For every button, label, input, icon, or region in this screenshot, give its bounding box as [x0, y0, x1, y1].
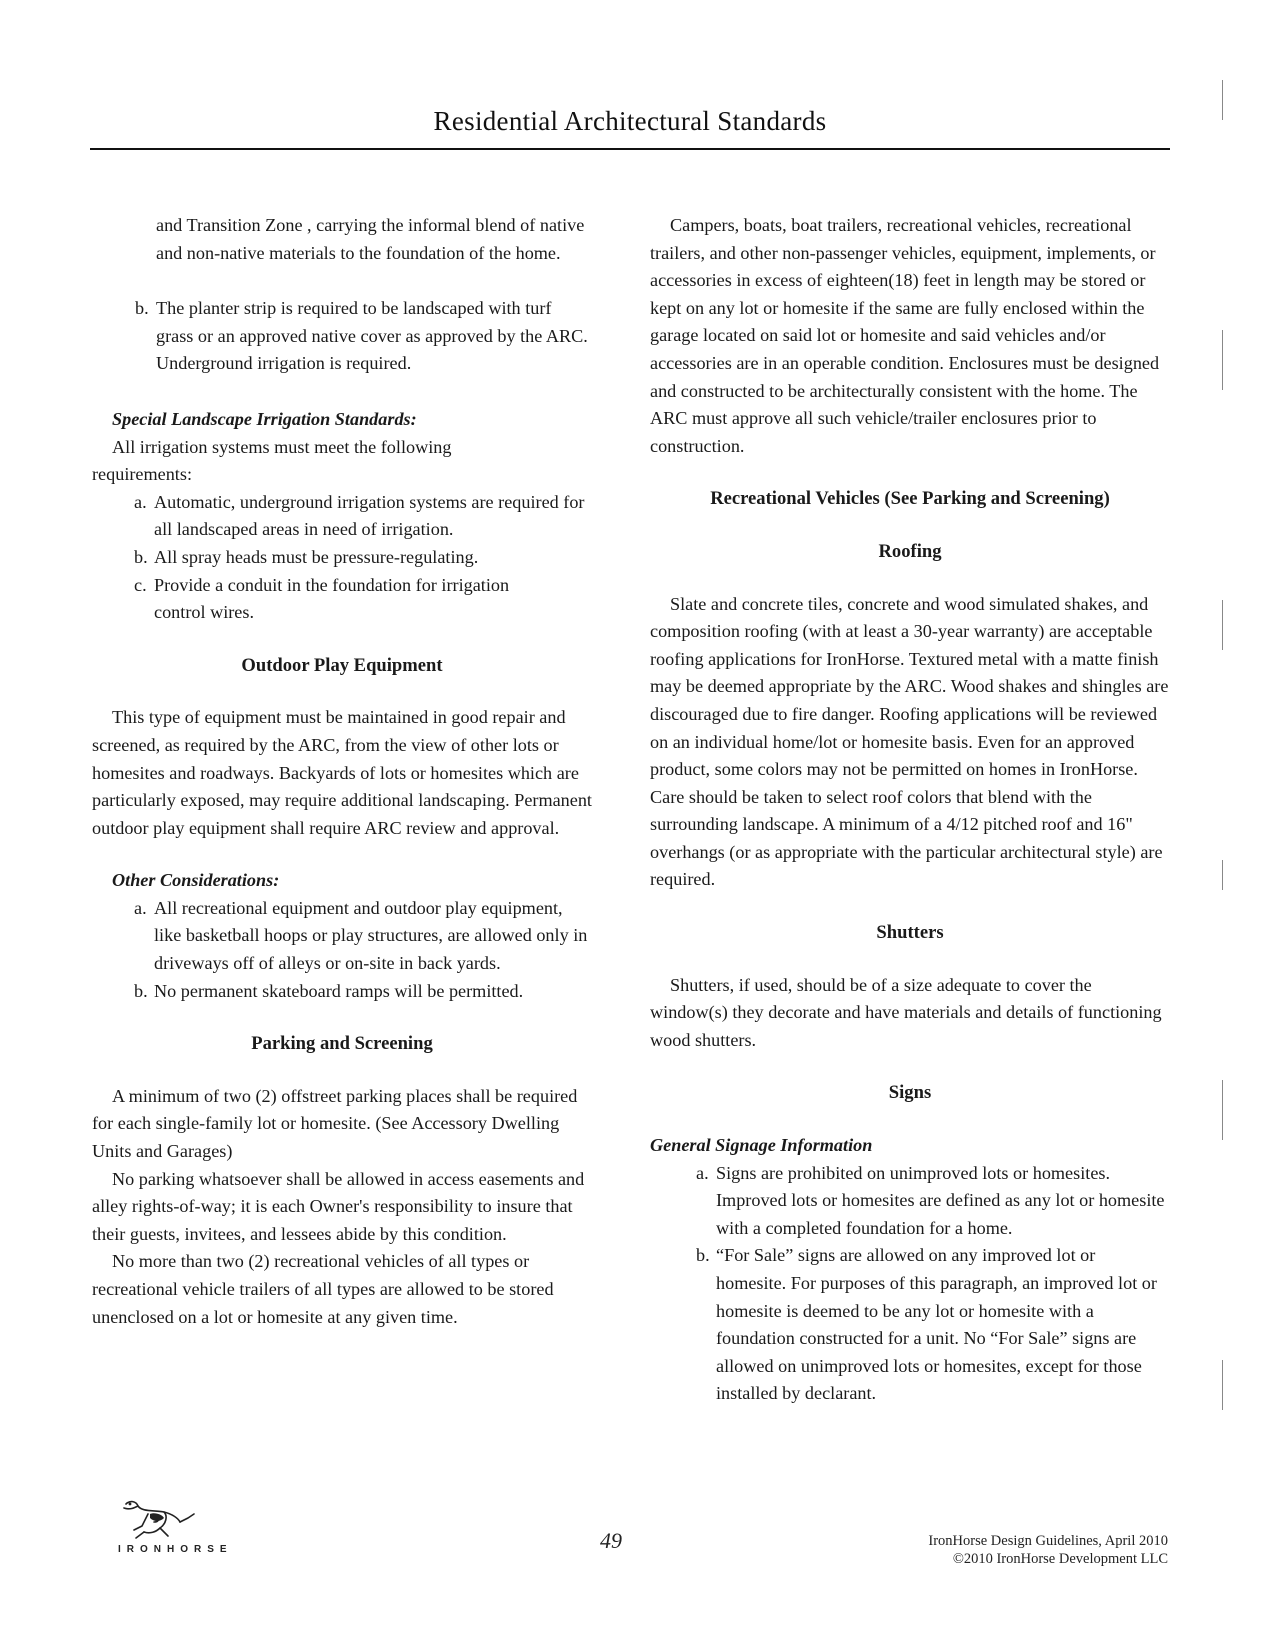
list-item: [650, 1242, 1170, 1408]
footer-credits: [928, 1532, 1168, 1568]
scan-edge-mark: [1222, 80, 1223, 120]
list-marker: b.: [134, 980, 148, 1001]
irrigation-intro: All irrigation systems must meet the following requirements:: [92, 436, 452, 485]
scan-edge-mark: [1222, 600, 1223, 650]
list-item-text: Automatic, underground irrigation systems are required for all landscaped areas in need of irrigation.: [154, 491, 585, 540]
list-item: [92, 895, 592, 978]
list-item-text: Provide a conduit in the foundation for irrigation control wires.: [154, 574, 510, 623]
list-item: [92, 978, 592, 1006]
irrigation-list: [92, 489, 592, 627]
section-heading-roofing: Roofing: [878, 540, 942, 562]
signage-subheading: General Signage Information: [650, 1135, 873, 1156]
list-marker: c.: [134, 574, 147, 595]
section-heading-shutters: Shutters: [876, 922, 944, 944]
horse-logo-icon: [108, 1492, 228, 1546]
signs-list: [650, 1160, 1170, 1408]
section-heading-parking: Parking and Screening: [251, 1033, 433, 1055]
list-item-text: No permanent skateboard ramps will be permitted.: [154, 980, 524, 1001]
list-item-text: All spray heads must be pressure-regulating.: [154, 546, 479, 567]
page-title: Residential Architectural Standards: [433, 106, 827, 136]
parking-paragraph: No more than two (2) recreational vehicles of all types or recreational vehicle trailers of all types are allowed to be stored unenclosed on a lot or homesite at any given time.: [92, 1251, 554, 1327]
other-list: [92, 895, 592, 1005]
campers-paragraph: Campers, boats, boat trailers, recreational vehicles, recreational trailers, and other non-passenger vehicles, equipment, implements, or accessories in excess of eighteen(18) feet in length may be stored or kept on any lot or homesite if the same are fully enclosed within the garage located on said lot or homesite and said vehicles and/or accessories are in an operable condition. Enclosures must be designed and constructed to be architecturally consistent with the home. The ARC must approve all such vehicle/trailer enclosures prior to construction.: [650, 215, 1160, 456]
section-heading-rv: Recreational Vehicles (See Parking and Screening): [710, 488, 1110, 510]
parking-paragraph: No parking whatsoever shall be allowed in access easements and alley rights-of-way; it is each Owner's responsibility to insure that their guests, invitees, and lessees abide by this condition.: [92, 1168, 585, 1244]
parking-paragraph: A minimum of two (2) offstreet parking places shall be required for each single-family lot or homesite. (See Accessory Dwelling Units and Garages): [92, 1085, 578, 1162]
scan-edge-mark: [1222, 1360, 1223, 1410]
irrigation-heading: Special Landscape Irrigation Standards:: [112, 408, 417, 429]
list-item-text: Signs are prohibited on unimproved lots or homesites. Improved lots or homesites are defined as any lot or homesite with a completed foundation for a home.: [716, 1162, 1165, 1238]
play-paragraph: This type of equipment must be maintained in good repair and screened, as required by the ARC, from the view of other lots or homesites and roadways. Backyards of lots or homesites which are particularly exposed, may require additional landscaping. Permanent outdoor play equipment shall require ARC review and approval.: [92, 707, 592, 838]
scan-edge-mark: [1222, 330, 1223, 390]
list-item: [92, 572, 592, 627]
page-number: 49: [600, 1528, 622, 1553]
list-marker: b.: [696, 1245, 710, 1266]
list-item: [92, 544, 592, 572]
left-column: [92, 212, 592, 1331]
list-item-text: All recreational equipment and outdoor play equipment, like basketball hoops or play structures, are allowed only in driveways off of alleys or on-site in back yards.: [154, 897, 588, 974]
list-marker: b.: [135, 298, 149, 319]
scan-edge-mark: [1222, 860, 1223, 890]
landscape-intro: and Transition Zone , carrying the informal blend of native and non-native materials to the foundation of the home.: [156, 215, 585, 263]
planter-strip-item: [92, 295, 592, 378]
footer-line-guidelines: IronHorse Design Guidelines, April 2010: [928, 1533, 1168, 1549]
right-column: [650, 212, 1170, 1408]
other-considerations-heading: Other Considerations:: [112, 870, 280, 891]
list-item-text: The planter strip is required to be landscaped with turf grass or an approved native cover as approved by the ARC. Underground irrigation is required.: [156, 298, 588, 374]
footer-line-copyright: ©2010 IronHorse Development LLC: [952, 1551, 1168, 1567]
section-heading-play: Outdoor Play Equipment: [241, 654, 443, 676]
list-marker: a.: [696, 1162, 709, 1183]
section-heading-signs: Signs: [888, 1082, 932, 1104]
list-marker: a.: [134, 491, 147, 512]
shutters-paragraph: Shutters, if used, should be of a size adequate to cover the window(s) they decorate and have materials and details of functioning wood shutters.: [650, 974, 1162, 1050]
brand-wordmark: IRONHORSE: [118, 1544, 233, 1555]
list-marker: b.: [134, 546, 148, 567]
list-item-text: “For Sale” signs are allowed on any improved lot or homesite. For purposes of this paragraph, an improved lot or homesite is deemed to be any lot or homesite with a foundation constructed for a unit. No “For Sale” signs are allowed on unimproved lots or homesites, except for those installed by declarant.: [716, 1245, 1157, 1404]
roofing-paragraph: Slate and concrete tiles, concrete and wood simulated shakes, and composition roofing (with at least a 30-year warranty) are acceptable roofing applications for IronHorse. Textured metal with a matte finish may be deemed appropriate by the ARC. Wood shakes and shingles are discouraged due to fire danger. Roofing applications will be reviewed on an individual home/lot or homesite basis. Even for an approved product, some colors may not be permitted on homes in IronHorse. Care should be taken to select roof colors that blend with the surrounding landscape. A minimum of a 4/12 pitched roof and 16" overhangs (or as appropriate with the particular architectural style) are required.: [650, 593, 1169, 890]
list-item: [650, 1160, 1170, 1243]
header-rule: [90, 148, 1170, 150]
scan-edge-mark: [1222, 1080, 1223, 1140]
list-item: [92, 489, 592, 544]
list-marker: a.: [134, 897, 147, 918]
